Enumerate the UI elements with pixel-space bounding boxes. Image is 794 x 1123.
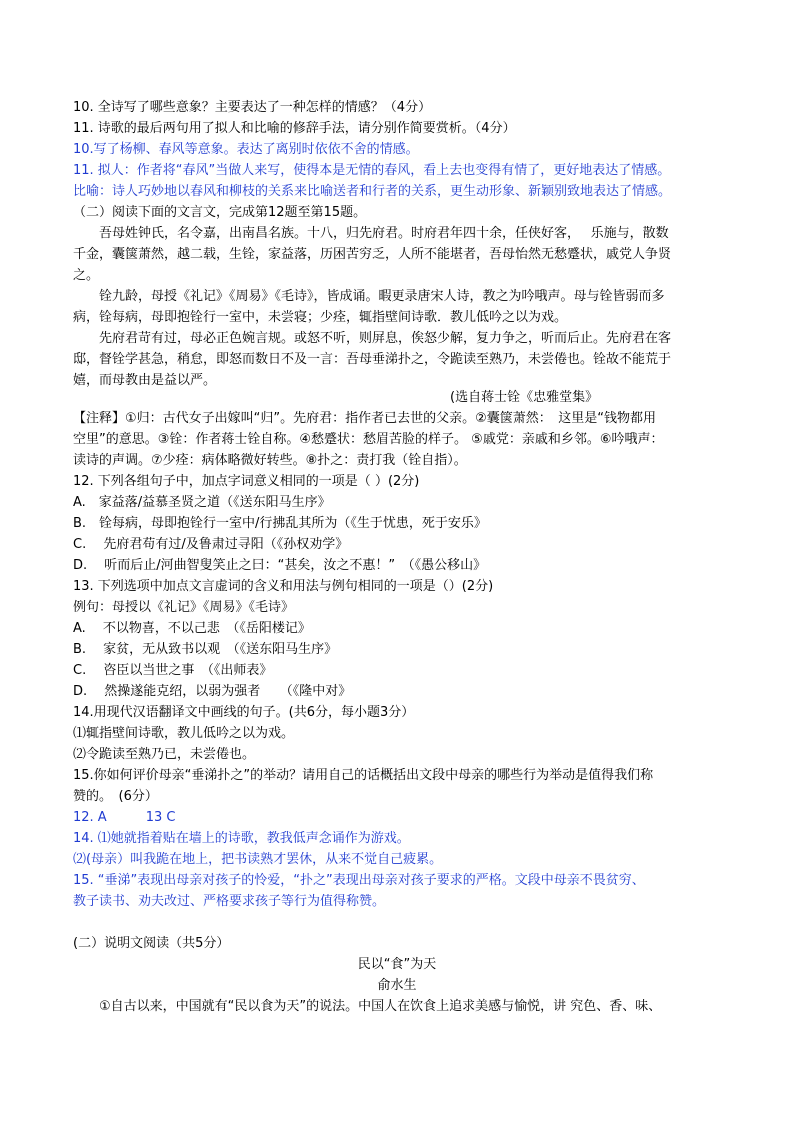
answer-line: 11. 拟人：作者将“春风”当做人来写，使得本是无情的春风，看上去也变得有情了，更好地表达了情感。	[73, 163, 671, 178]
text-line: 空里”的意思。③铨：作者蒋士铨自称。④愁蹙状：愁眉苦脸的样子。 ⑤戚党：亲戚和乡邻。⑥吟哦声：	[73, 432, 664, 447]
heading-line: 民以“食”为天	[357, 957, 437, 972]
answer-line: ⑵(母亲）叫我跪在地上，把书读熟才罢休，从来不觉自己疲累。	[73, 852, 443, 867]
text-line: 13. 下列选项中加点文言虚词的含义和用法与例句相同的一项是（）(2分)	[73, 579, 494, 594]
text-line: 吾母姓钟氏，名令嘉，出南昌名族。十八，归先府君。时府君年四十余，任侠好客， 乐施与，散数	[99, 226, 669, 241]
text-line: 14.用现代汉语翻译文中画线的句子。(共6分，每小题3分）	[73, 705, 415, 720]
text-line: D. 然操遂能克绍，以弱为强者 （《隆中对》	[73, 684, 352, 699]
text-line: ⑴辄指壁间诗歌，教儿低吟之以为戏。	[73, 726, 295, 741]
text-line: C. 咨臣以当世之事 （《出师表》	[73, 663, 273, 678]
text-line: 读诗的声调。⑦少痊：病体略微好转些。⑧扑之：责打我（铨自指）。	[73, 453, 467, 468]
text-line: (选自蒋士铨《忠雅堂集》	[450, 390, 599, 405]
text-line: 铨九龄，母授《礼记》《周易》《毛诗》，皆成诵。暇更录唐宋人诗，教之为吟哦声。母与铨皆弱而多	[99, 289, 665, 304]
answer-line: 10.写了杨柳、春风等意象。表达了离别时依依不舍的情感。	[73, 142, 419, 157]
text-line: 病，铨每病，母即抱铨行一室中，未尝寝；少痊，辄指壁间诗歌．教儿低吟之以为戏。	[73, 310, 568, 325]
heading-line: 俞水生	[377, 978, 417, 993]
text-line: (二）说明文阅读（共5分）	[73, 936, 230, 951]
text-line: C. 先府君苟有过/及鲁肃过寻阳（《孙权劝学》	[73, 537, 349, 552]
text-line: 10. 全诗写了哪些意象？主要表达了一种怎样的情感？（4分）	[73, 100, 432, 115]
text-line: 12. 下列各组句子中，加点字词意义相同的一项是（ ）(2分)	[73, 474, 420, 489]
answer-line: 14. ⑴她就指着贴在墙上的诗歌，教我低声念诵作为游戏。	[73, 831, 410, 846]
text-line: 先府君苛有过，母必正色婉言规。或怒不听，则屏息，俟怒少解，复力争之，听而后止。先府君在客	[99, 331, 672, 346]
text-line: 嬉，而母教由是益以严。	[73, 373, 217, 388]
text-line: 邸，督铨学甚急，稍怠，即怒而数日不及一言：吾母垂涕扑之，令跪读至熟乃，未尝倦也。铨故不能荒于	[73, 352, 672, 367]
text-line: A. 家益落/益慕圣贤之道（《送东阳马生序》	[73, 495, 331, 510]
text-line: 11. 诗歌的最后两句用了拟人和比喻的修辞手法，请分别作简要赏析。（4分）	[73, 121, 516, 136]
text-line: 赞的。 (6分）	[73, 789, 158, 804]
text-line: （二）阅读下面的文言文，完成第12题至第15题。	[73, 205, 367, 220]
text-line: 15.你如何评价母亲“垂涕扑之”的举动？请用自己的话概括出文段中母亲的哪些行为举动是值得我们称	[73, 768, 654, 783]
answer-line: 12. A 13 C	[73, 810, 176, 825]
text-line: 之。	[73, 268, 100, 283]
text-line: B. 铨每病，母即抱铨行一室中/行拂乱其所为（《生于忧患，死于安乐》	[73, 516, 487, 531]
text-line: ⑵令跪读至熟乃已，未尝倦也。	[73, 747, 256, 762]
text-line: A. 不以物喜，不以己悲 （《岳阳楼记》	[73, 621, 311, 636]
text-line: D. 听而后止/河曲智叟笑止之曰：“甚矣，汝之不惠！” （《愚公移山》	[73, 558, 487, 573]
text-line: 千金，囊箧萧然，越二载，生铨，家益落，历困苦穷乏，人所不能堪者，吾母怡然无愁蹙状，戚党人争贤	[73, 247, 672, 262]
text-line: ①自古以来，中国就有“民以食为天”的说法。中国人在饮食上追求美感与愉悦，讲 究色、香、味、	[99, 999, 662, 1014]
text-line: 【注释】①归：古代女子出嫁叫“归”。先府君：指作者已去世的父亲。②囊箧萧然： 这里是“钱物都用	[73, 411, 657, 426]
text-line: B. 家贫，无从致书以观 （《送东阳马生序》	[73, 642, 338, 657]
answer-line: 教子读书、劝夫改过、严格要求孩子等行为值得称赞。	[73, 894, 386, 909]
answer-line: 比喻：诗人巧妙地以春风和柳枝的关系来比喻送者和行者的关系，更生动形象、新颖别致地表达了情感。	[73, 184, 672, 199]
answer-line: 15. “垂涕”表现出母亲对孩子的怜爱，“扑之”表现出母亲对孩子要求的严格。文段中母亲不畏贫穷、	[73, 873, 645, 888]
text-line: 例句：母授以《礼记》《周易》《毛诗》	[73, 600, 295, 615]
